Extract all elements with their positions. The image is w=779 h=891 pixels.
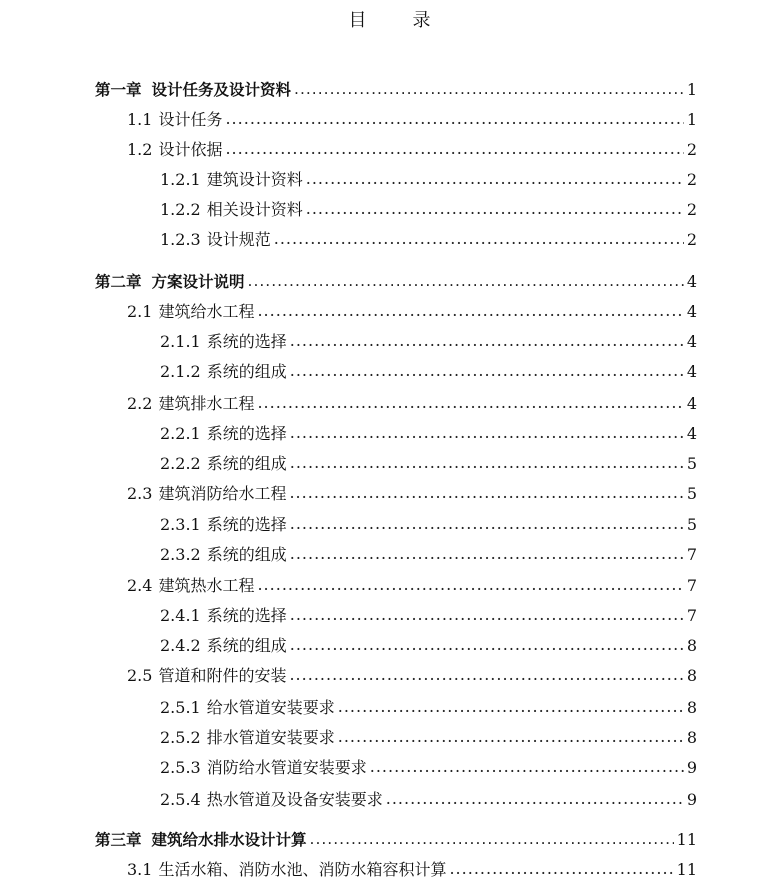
toc-entry-page: 9 [686, 790, 697, 809]
toc-entry-page: 4 [686, 394, 697, 413]
toc-entry[interactable] [160, 360, 697, 384]
dot-leader [290, 542, 684, 566]
toc-entry-page: 4 [686, 424, 697, 443]
dot-leader [294, 77, 684, 101]
toc-entry-page: 11 [676, 860, 697, 879]
toc-entry[interactable] [127, 300, 697, 324]
toc-entry-number: 2.5 [127, 666, 153, 685]
dot-leader [290, 329, 684, 353]
toc-entry-number: 2.3.2 [160, 545, 201, 564]
toc-entry[interactable] [127, 858, 697, 882]
dot-leader [290, 512, 684, 536]
toc-entry-page: 8 [686, 636, 697, 655]
toc-entry-title: 建筑排水工程 [158, 394, 255, 413]
dot-leader [225, 107, 683, 131]
toc-entry-number: 第一章 [95, 81, 142, 99]
toc-entry-title: 建筑消防给水工程 [158, 484, 287, 503]
toc-entry-number: 2.5.3 [160, 758, 201, 777]
toc-entry-page: 7 [686, 545, 697, 564]
toc-entry-title: 系统的选择 [206, 424, 287, 443]
toc-entry-number: 2.4 [127, 576, 153, 595]
toc-entry[interactable] [127, 664, 697, 688]
toc-entry-title: 给水管道安装要求 [206, 698, 335, 717]
toc-entry-page: 11 [676, 830, 697, 849]
toc-entry-title: 相关设计资料 [206, 200, 303, 219]
toc-entry-page: 8 [686, 728, 697, 747]
toc-chapter-entry[interactable] [95, 270, 697, 294]
toc-entry-number: 1.2.2 [160, 200, 201, 219]
toc-entry[interactable] [160, 513, 697, 537]
toc-entry-number: 第二章 [95, 273, 142, 291]
toc-entry-number: 1.1 [127, 110, 153, 129]
toc-entry-number: 2.3.1 [160, 515, 201, 534]
toc-entry-number: 2.2 [127, 394, 153, 413]
dot-leader [290, 603, 684, 627]
toc-entry-number: 2.3 [127, 484, 153, 503]
toc-entry-title: 排水管道安装要求 [206, 728, 335, 747]
toc-entry-page: 2 [686, 170, 697, 189]
toc-entry[interactable] [160, 756, 697, 780]
toc-chapter-entry[interactable] [95, 828, 697, 852]
dot-leader [449, 857, 673, 881]
toc-entry[interactable] [160, 696, 697, 720]
toc-entry-title: 系统的选择 [206, 332, 287, 351]
toc-title: 目 录 [348, 10, 445, 31]
toc-entry-page: 1 [686, 80, 697, 99]
toc-entry[interactable] [160, 788, 697, 812]
toc-entry[interactable] [160, 168, 697, 192]
toc-entry-page: 4 [686, 272, 697, 291]
toc-entry-page: 5 [686, 515, 697, 534]
toc-entry-page: 7 [686, 576, 697, 595]
toc-entry-title: 设计依据 [158, 140, 223, 159]
dot-leader [225, 137, 683, 161]
toc-entry-page: 8 [686, 666, 697, 685]
toc-entry[interactable] [160, 198, 697, 222]
toc-entry-number: 1.2.1 [160, 170, 201, 189]
toc-entry-page: 1 [686, 110, 697, 129]
toc-entry[interactable] [160, 422, 697, 446]
toc-entry[interactable] [160, 604, 697, 628]
toc-entry-page: 2 [686, 140, 697, 159]
dot-leader [310, 827, 674, 851]
toc-entry-page: 4 [686, 332, 697, 351]
toc-entry-page: 4 [686, 302, 697, 321]
toc-entry-title: 建筑热水工程 [158, 576, 255, 595]
toc-entry-page: 5 [686, 484, 697, 503]
dot-leader [290, 359, 684, 383]
dot-leader [257, 573, 683, 597]
toc-entry[interactable] [127, 108, 697, 132]
toc-entry[interactable] [127, 482, 697, 506]
toc-entry-title: 系统的选择 [206, 606, 287, 625]
toc-entry[interactable] [160, 543, 697, 567]
toc-entry[interactable] [127, 392, 697, 416]
toc-entry-number: 2.1 [127, 302, 153, 321]
dot-leader [248, 269, 684, 293]
dot-leader [289, 663, 683, 687]
dot-leader [290, 633, 684, 657]
toc-entry-number: 1.2 [127, 140, 153, 159]
toc-entry[interactable] [160, 330, 697, 354]
toc-entry-title: 生活水箱、消防水池、消防水箱容积计算 [158, 860, 447, 879]
toc-entry-number: 2.2.1 [160, 424, 201, 443]
toc-entry[interactable] [127, 574, 697, 598]
toc-entry-page: 9 [686, 758, 697, 777]
toc-entry-page: 2 [686, 200, 697, 219]
toc-entry-number: 2.1.2 [160, 362, 201, 381]
toc-entry-number: 1.2.3 [160, 230, 201, 249]
toc-chapter-entry[interactable] [95, 78, 697, 102]
dot-leader [338, 725, 684, 749]
toc-entry[interactable] [160, 228, 697, 252]
toc-entry-title: 系统的组成 [206, 454, 287, 473]
toc-entry-title: 建筑给水排水设计计算 [151, 831, 307, 849]
dot-leader [370, 755, 684, 779]
toc-entry-title: 系统的选择 [206, 515, 287, 534]
toc-entry-number: 2.5.2 [160, 728, 201, 747]
dot-leader [290, 421, 684, 445]
toc-entry-title: 管道和附件的安装 [158, 666, 287, 685]
dot-leader [289, 481, 683, 505]
toc-entry-page: 4 [686, 362, 697, 381]
toc-entry-number: 2.1.1 [160, 332, 201, 351]
dot-leader [338, 695, 684, 719]
toc-entry-number: 2.5.1 [160, 698, 201, 717]
toc-entry[interactable] [127, 138, 697, 162]
toc-entry-title: 建筑给水工程 [158, 302, 255, 321]
toc-entry-title: 建筑设计资料 [206, 170, 303, 189]
toc-entry-number: 2.4.2 [160, 636, 201, 655]
dot-leader [274, 227, 684, 251]
toc-entry-number: 第三章 [95, 831, 142, 849]
dot-leader [290, 451, 684, 475]
dot-leader [306, 197, 684, 221]
toc-entry-title: 热水管道及设备安装要求 [206, 790, 383, 809]
toc-entry-title: 设计规范 [206, 230, 271, 249]
toc-entry-number: 2.2.2 [160, 454, 201, 473]
toc-entry[interactable] [160, 452, 697, 476]
toc-entry-number: 2.5.4 [160, 790, 201, 809]
toc-entry-title: 设计任务 [158, 110, 223, 129]
toc-entry-title: 系统的组成 [206, 545, 287, 564]
toc-entry-title: 系统的组成 [206, 362, 287, 381]
dot-leader [257, 299, 683, 323]
toc-entry-page: 8 [686, 698, 697, 717]
toc-entry-number: 3.1 [127, 860, 153, 879]
toc-entry-page: 7 [686, 606, 697, 625]
toc-entry-title: 系统的组成 [206, 636, 287, 655]
toc-entry[interactable] [160, 726, 697, 750]
dot-leader [306, 167, 684, 191]
toc-entry-page: 5 [686, 454, 697, 473]
toc-entry-page: 2 [686, 230, 697, 249]
toc-entry-title: 设计任务及设计资料 [151, 81, 292, 99]
toc-entry-title: 消防给水管道安装要求 [206, 758, 367, 777]
toc-entry[interactable] [160, 634, 697, 658]
dot-leader [257, 391, 683, 415]
toc-entry-number: 2.4.1 [160, 606, 201, 625]
dot-leader [386, 787, 684, 811]
toc-entry-title: 方案设计说明 [151, 273, 245, 291]
